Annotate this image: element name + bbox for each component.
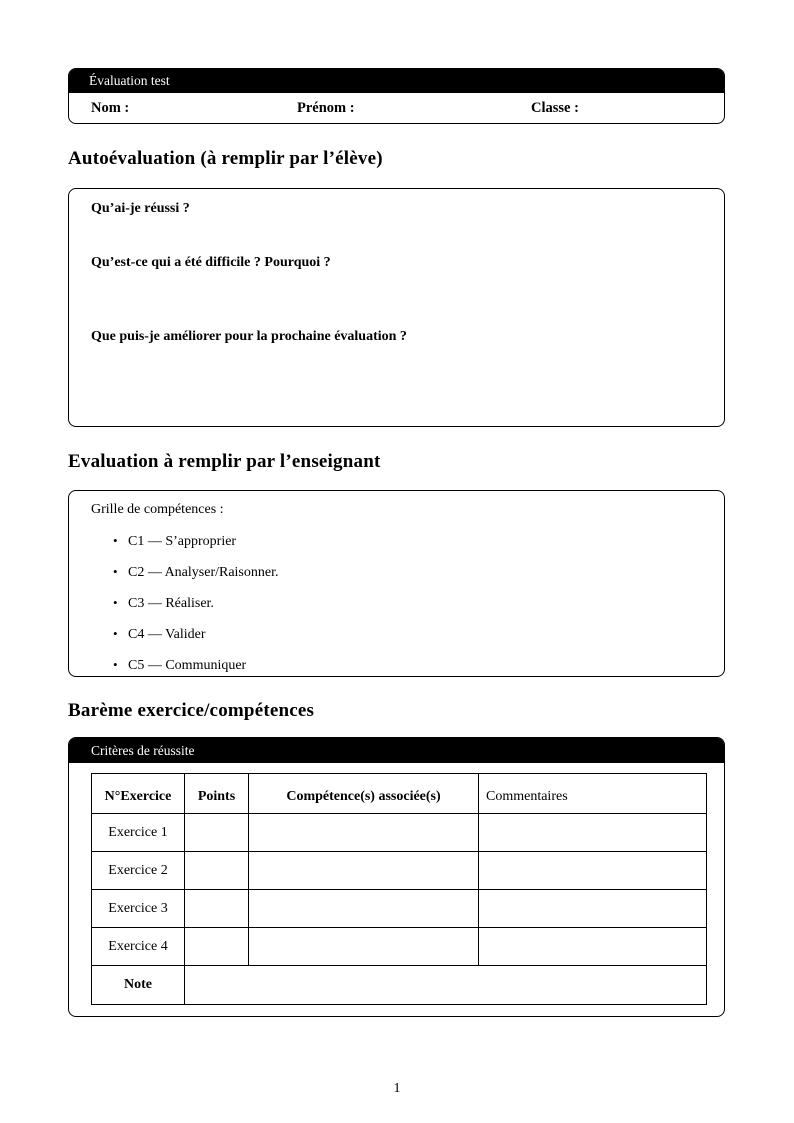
page-number: 1 <box>393 1081 401 1096</box>
competence-label: C5 — Communiquer <box>128 658 247 673</box>
col-header-exercice: N°Exercice <box>92 774 185 814</box>
note-label: Note <box>92 966 185 1005</box>
row-label: Exercice 3 <box>92 890 185 928</box>
row-label: Exercice 2 <box>92 852 185 890</box>
bullet-icon: • <box>113 564 118 579</box>
col-header-points: Points <box>185 774 249 814</box>
competence-label: C2 — Analyser/Raisonner. <box>128 565 279 580</box>
table-row-exercice-1 <box>92 814 707 852</box>
section-heading-autoevaluation: Autoévaluation (à remplir par l’élève) <box>68 148 383 169</box>
col-header-competences: Compétence(s) associée(s) <box>249 774 479 814</box>
table-row-exercice-4 <box>92 928 707 966</box>
note-value-cell <box>185 966 707 1005</box>
table-row-exercice-3 <box>92 890 707 928</box>
competence-label: C3 — Réaliser. <box>128 596 214 611</box>
question-reussi: Qu’ai-je réussi ? <box>91 201 190 216</box>
section-heading-bareme: Barème exercice/compétences <box>68 700 315 721</box>
competence-list <box>91 534 702 673</box>
self-eval-box <box>68 188 725 427</box>
points-cell <box>185 814 249 852</box>
competence-item-c3 <box>113 596 702 611</box>
criteria-title: Critères de réussite <box>91 742 195 758</box>
points-cell <box>185 852 249 890</box>
competence-label: C4 — Valider <box>128 627 206 642</box>
competences-cell <box>249 928 479 966</box>
header-box <box>68 68 725 124</box>
commentaires-cell <box>479 852 707 890</box>
points-cell <box>185 890 249 928</box>
grille-intro: Grille de compétences : <box>91 502 224 517</box>
competence-item-c4 <box>113 627 702 642</box>
field-label-prenom: Prénom : <box>297 100 355 116</box>
commentaires-cell <box>479 928 707 966</box>
section-heading-enseignant: Evaluation à remplir par l’enseignant <box>68 451 381 472</box>
competences-cell <box>249 814 479 852</box>
bareme-table <box>91 773 707 1005</box>
bullet-icon: • <box>113 533 118 548</box>
table-row-exercice-2 <box>92 852 707 890</box>
points-cell <box>185 928 249 966</box>
header-title-bar <box>69 69 724 93</box>
question-ameliorer: Que puis-je améliorer pour la prochaine évaluation ? <box>91 329 407 344</box>
commentaires-cell <box>479 890 707 928</box>
table-row-note <box>92 966 707 1005</box>
commentaires-cell <box>479 814 707 852</box>
competence-item-c2 <box>113 565 702 580</box>
criteria-title-bar <box>69 738 724 763</box>
competences-cell <box>249 852 479 890</box>
field-label-classe: Classe : <box>531 100 579 116</box>
question-difficile: Qu’est-ce qui a été difficile ? Pourquoi ? <box>91 255 331 270</box>
competence-item-c5 <box>113 658 702 673</box>
competence-item-c1 <box>113 534 702 549</box>
field-label-nom: Nom : <box>91 100 130 116</box>
criteria-box <box>68 737 725 1017</box>
teacher-eval-box <box>68 490 725 677</box>
header-title: Évaluation test <box>89 73 170 88</box>
bullet-icon: • <box>113 595 118 610</box>
row-label: Exercice 1 <box>92 814 185 852</box>
bullet-icon: • <box>113 626 118 641</box>
col-header-commentaires: Commentaires <box>479 774 707 814</box>
competences-cell <box>249 890 479 928</box>
row-label: Exercice 4 <box>92 928 185 966</box>
table-header-row <box>92 774 707 814</box>
competence-label: C1 — S’approprier <box>128 534 237 549</box>
bullet-icon: • <box>113 657 118 672</box>
header-fields-row <box>69 93 724 124</box>
